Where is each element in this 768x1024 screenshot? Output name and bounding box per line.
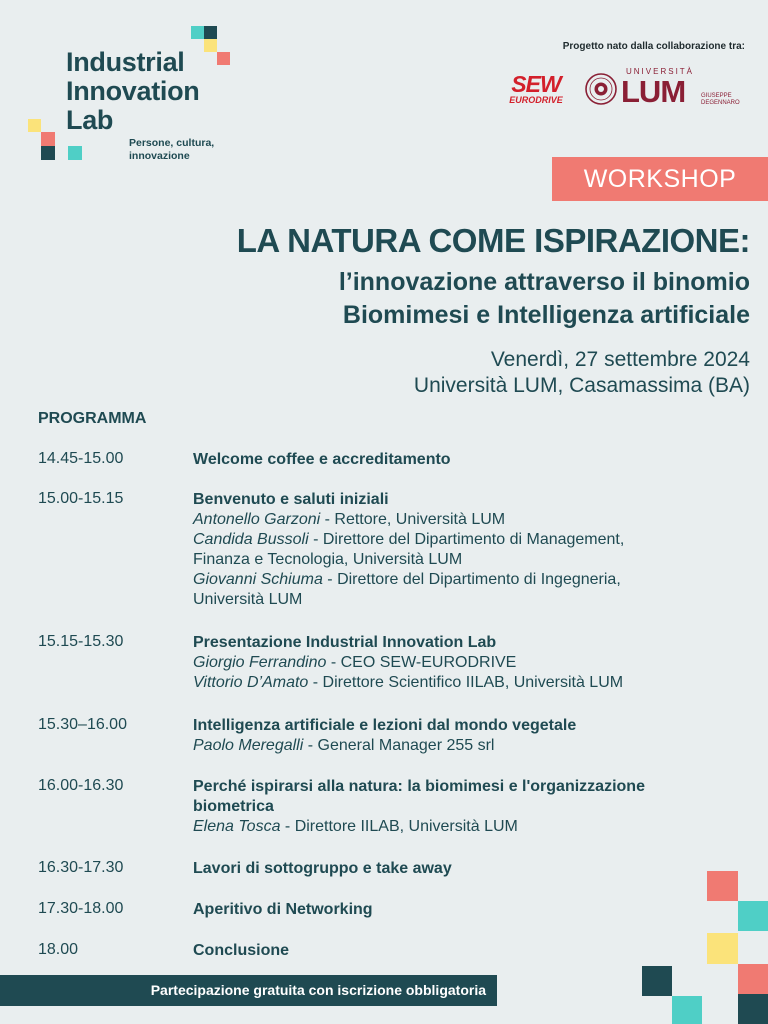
program-title: Welcome coffee e accreditamento bbox=[193, 451, 451, 468]
decor-square bbox=[672, 996, 702, 1024]
speaker-name: Giorgio Ferrandino bbox=[193, 654, 327, 671]
logo-square bbox=[41, 146, 55, 160]
program-content bbox=[193, 941, 663, 961]
event-date-place: Venerdì, 27 settembre 2024 Università LUM, Casamassima (BA) bbox=[413, 348, 750, 397]
decor-square bbox=[738, 964, 768, 994]
program-time: 16.00-16.30 bbox=[38, 777, 124, 794]
speaker-role: - General Manager 255 srl bbox=[303, 737, 495, 754]
program-content bbox=[193, 900, 663, 920]
speaker-name: Vittorio D’Amato bbox=[193, 674, 309, 691]
lum-logo bbox=[621, 67, 745, 111]
decor-square bbox=[707, 933, 738, 964]
program-title: Perché ispirarsi alla natura: la biomimesi e l'organizzazione biometrica bbox=[193, 778, 645, 815]
speaker-role: - Direttore del Dipartimento di Management, Finanza e Tecnologia, Università LUM bbox=[193, 531, 625, 568]
speaker-name: Elena Tosca bbox=[193, 818, 281, 835]
program-content bbox=[193, 777, 663, 837]
program-heading: PROGRAMMA bbox=[38, 410, 147, 427]
speaker-role: - Direttore del Dipartimento di Ingegneria, Università LUM bbox=[193, 571, 621, 608]
program-speaker bbox=[193, 510, 663, 530]
decor-square bbox=[707, 871, 738, 901]
speaker-role: - Direttore IILAB, Università LUM bbox=[280, 818, 518, 835]
lum-sub-label: GIUSEPPE DEGENNARO bbox=[701, 93, 740, 106]
program-speaker bbox=[193, 530, 663, 570]
program-content bbox=[193, 490, 663, 610]
event-title: LA NATURA COME ISPIRAZIONE: bbox=[236, 222, 750, 259]
program-content bbox=[193, 633, 663, 693]
lum-university-label: UNIVERSITÀ bbox=[626, 67, 695, 76]
program-title: Conclusione bbox=[193, 942, 290, 959]
speaker-name: Candida Bussoli bbox=[193, 531, 309, 548]
program-content bbox=[193, 859, 663, 879]
logo-subtitle: Persone, cultura, innovazione bbox=[129, 137, 215, 162]
logo-title: Industrial Innovation Lab bbox=[66, 47, 200, 135]
program-speaker bbox=[193, 817, 663, 837]
speaker-role: - CEO SEW-EURODRIVE bbox=[326, 654, 517, 671]
program-time: 17.30-18.00 bbox=[38, 900, 124, 917]
logo-square bbox=[204, 39, 217, 52]
decor-square bbox=[642, 966, 672, 996]
speaker-name: Paolo Meregalli bbox=[193, 737, 304, 754]
program-speaker bbox=[193, 570, 663, 610]
program-title: Benvenuto e saluti iniziali bbox=[193, 491, 389, 508]
program-content bbox=[193, 450, 663, 470]
collaboration-label: Progetto nato dalla collaborazione tra: bbox=[562, 41, 745, 52]
lum-name: LUM bbox=[621, 74, 686, 109]
speaker-role: - Direttore Scientifico IILAB, Università LUM bbox=[308, 674, 624, 691]
program-content bbox=[193, 716, 663, 756]
program-time: 18.00 bbox=[38, 941, 79, 958]
speaker-name: Antonello Garzoni bbox=[193, 511, 321, 528]
sew-eurodrive-logo bbox=[498, 73, 574, 107]
program-time: 14.45-15.00 bbox=[38, 450, 124, 467]
footer-banner: Partecipazione gratuita con iscrizione obbligatoria bbox=[0, 975, 497, 1006]
lum-seal-icon bbox=[585, 73, 617, 105]
speaker-name: Giovanni Schiuma bbox=[193, 571, 323, 588]
program-time: 15.30–16.00 bbox=[38, 716, 127, 733]
sew-logo-top: SEW bbox=[511, 71, 561, 97]
logo-square bbox=[28, 119, 41, 132]
program-speaker bbox=[193, 653, 663, 673]
sew-logo-bottom: EURODRIVE bbox=[509, 95, 563, 105]
event-subtitle: l’innovazione attraverso il binomio Biomimesi e Intelligenza artificiale bbox=[338, 268, 750, 329]
program-title: Lavori di sottogruppo e take away bbox=[193, 860, 452, 877]
logo-square bbox=[41, 132, 55, 146]
program-time: 16.30-17.30 bbox=[38, 859, 124, 876]
logo-square bbox=[191, 26, 204, 39]
logo-square bbox=[68, 146, 82, 160]
program-speaker bbox=[193, 673, 663, 693]
program-speaker bbox=[193, 736, 663, 756]
program-title: Presentazione Industrial Innovation Lab bbox=[193, 634, 497, 651]
logo-square bbox=[204, 26, 217, 39]
program-time: 15.15-15.30 bbox=[38, 633, 124, 650]
speaker-role: - Rettore, Università LUM bbox=[320, 511, 506, 528]
program-title: Intelligenza artificiale e lezioni dal mondo vegetale bbox=[193, 717, 577, 734]
decor-square bbox=[738, 994, 768, 1024]
program-time: 15.00-15.15 bbox=[38, 490, 124, 507]
decor-square bbox=[738, 901, 768, 931]
logo-square bbox=[217, 52, 230, 65]
workshop-badge: WORKSHOP bbox=[552, 157, 768, 201]
program-title: Aperitivo di Networking bbox=[193, 901, 373, 918]
